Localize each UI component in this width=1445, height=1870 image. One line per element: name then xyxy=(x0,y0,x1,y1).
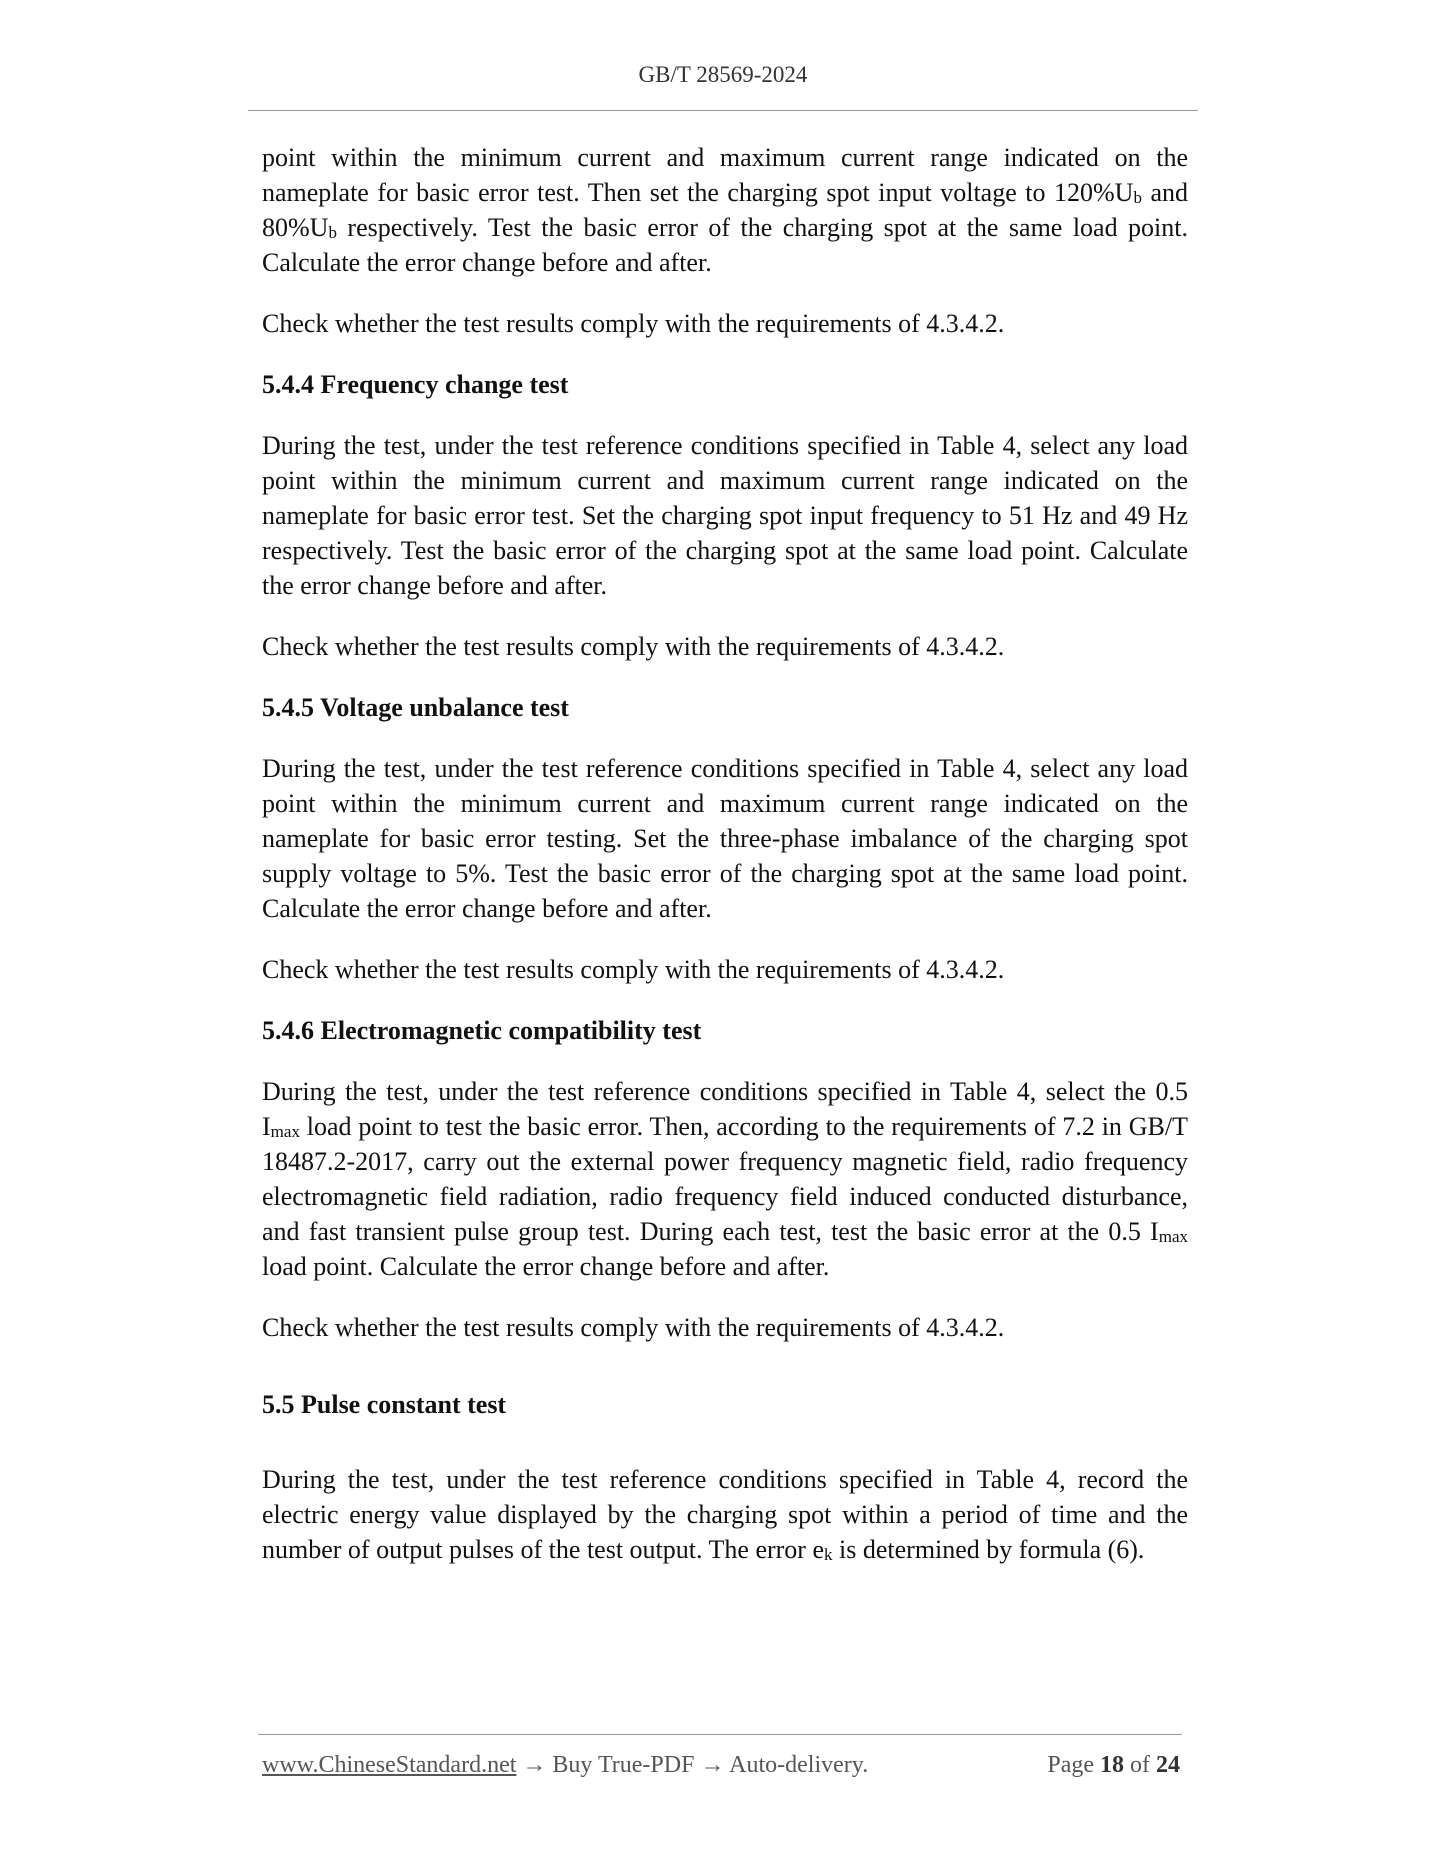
page-current: 18 xyxy=(1100,1752,1124,1778)
section-heading-5-4-6: 5.4.6 Electromagnetic compatibility test xyxy=(262,1016,702,1045)
arrow-right-icon: → xyxy=(522,1752,547,1778)
paragraph-emc-test: During the test, under the test reference conditions specified in Table 4, select the 0.5 $I_{max}$ load point to test the basic error. Then, according to the requirements of 7.2 in GB/T 18487.2-2017, carry out the external power frequency magnetic field, radio frequency electromagnetic field radiation, radio frequency field induced conducted disturbance, and fast transient pulse group test. During each test, test the basic error at the 0.5 $I_{max}$ load point. Calculate the error change before and after. xyxy=(262,1077,1188,1281)
header-divider xyxy=(248,110,1198,111)
paragraph-check-requirements: Check whether the test results comply with the requirements of 4.3.4.2. xyxy=(262,309,1005,338)
website-link[interactable]: www.ChineseStandard.net xyxy=(262,1752,517,1778)
footer-promo xyxy=(262,1752,868,1779)
document-header: GB/T 28569-2024 xyxy=(638,62,808,87)
page-label: Page xyxy=(1047,1752,1094,1778)
footer-divider xyxy=(258,1734,1182,1735)
paragraph-pulse-constant: During the test, under the test reference conditions specified in Table 4, record the electric energy value displayed by the charging spot within a period of time and the number of output pulses of the test output. The error $e_k$ is determined by formula (6). xyxy=(262,1465,1188,1564)
paragraph-check-requirements: Check whether the test results comply with the requirements of 4.3.4.2. xyxy=(262,632,1005,661)
buy-pdf-text: Buy True-PDF xyxy=(552,1752,695,1778)
page-content xyxy=(262,140,1188,1593)
section-heading-5-4-5: 5.4.5 Voltage unbalance test xyxy=(262,693,569,722)
paragraph-frequency-change: During the test, under the test reference conditions specified in Table 4, select any load point within the minimum current and maximum current range indicated on the nameplate for basic error test. Set the charging spot input frequency to 51 Hz and 49 Hz respectively. Test the basic error of the charging spot at the same load point. Calculate the error change before and after. xyxy=(262,431,1188,600)
paragraph-voltage-change-tail: point within the minimum current and maximum current range indicated on the nameplate for basic error test. Then set the charging spot input voltage to $120\%U_b$ and $80\%U_b$ respectively. Test the basic error of the charging spot at the same load point. Calculate the error change before and after. xyxy=(262,143,1188,277)
auto-delivery-text: Auto-delivery. xyxy=(729,1752,869,1778)
paragraph-check-requirements: Check whether the test results comply with the requirements of 4.3.4.2. xyxy=(262,955,1005,984)
section-heading-5-4-4: 5.4.4 Frequency change test xyxy=(262,370,569,399)
arrow-right-icon: → xyxy=(700,1752,725,1778)
paragraph-check-requirements: Check whether the test results comply with the requirements of 4.3.4.2. xyxy=(262,1313,1005,1342)
paragraph-voltage-unbalance: During the test, under the test reference conditions specified in Table 4, select any load point within the minimum current and maximum current range indicated on the nameplate for basic error testing. Set the three-phase imbalance of the charging spot supply voltage to 5%. Test the basic error of the charging spot at the same load point. Calculate the error change before and after. xyxy=(262,754,1188,923)
page-number xyxy=(1047,1752,1180,1779)
section-heading-5-5: 5.5 Pulse constant test xyxy=(262,1390,507,1419)
page-total: 24 xyxy=(1156,1752,1180,1778)
page-of-label: of xyxy=(1130,1752,1150,1778)
